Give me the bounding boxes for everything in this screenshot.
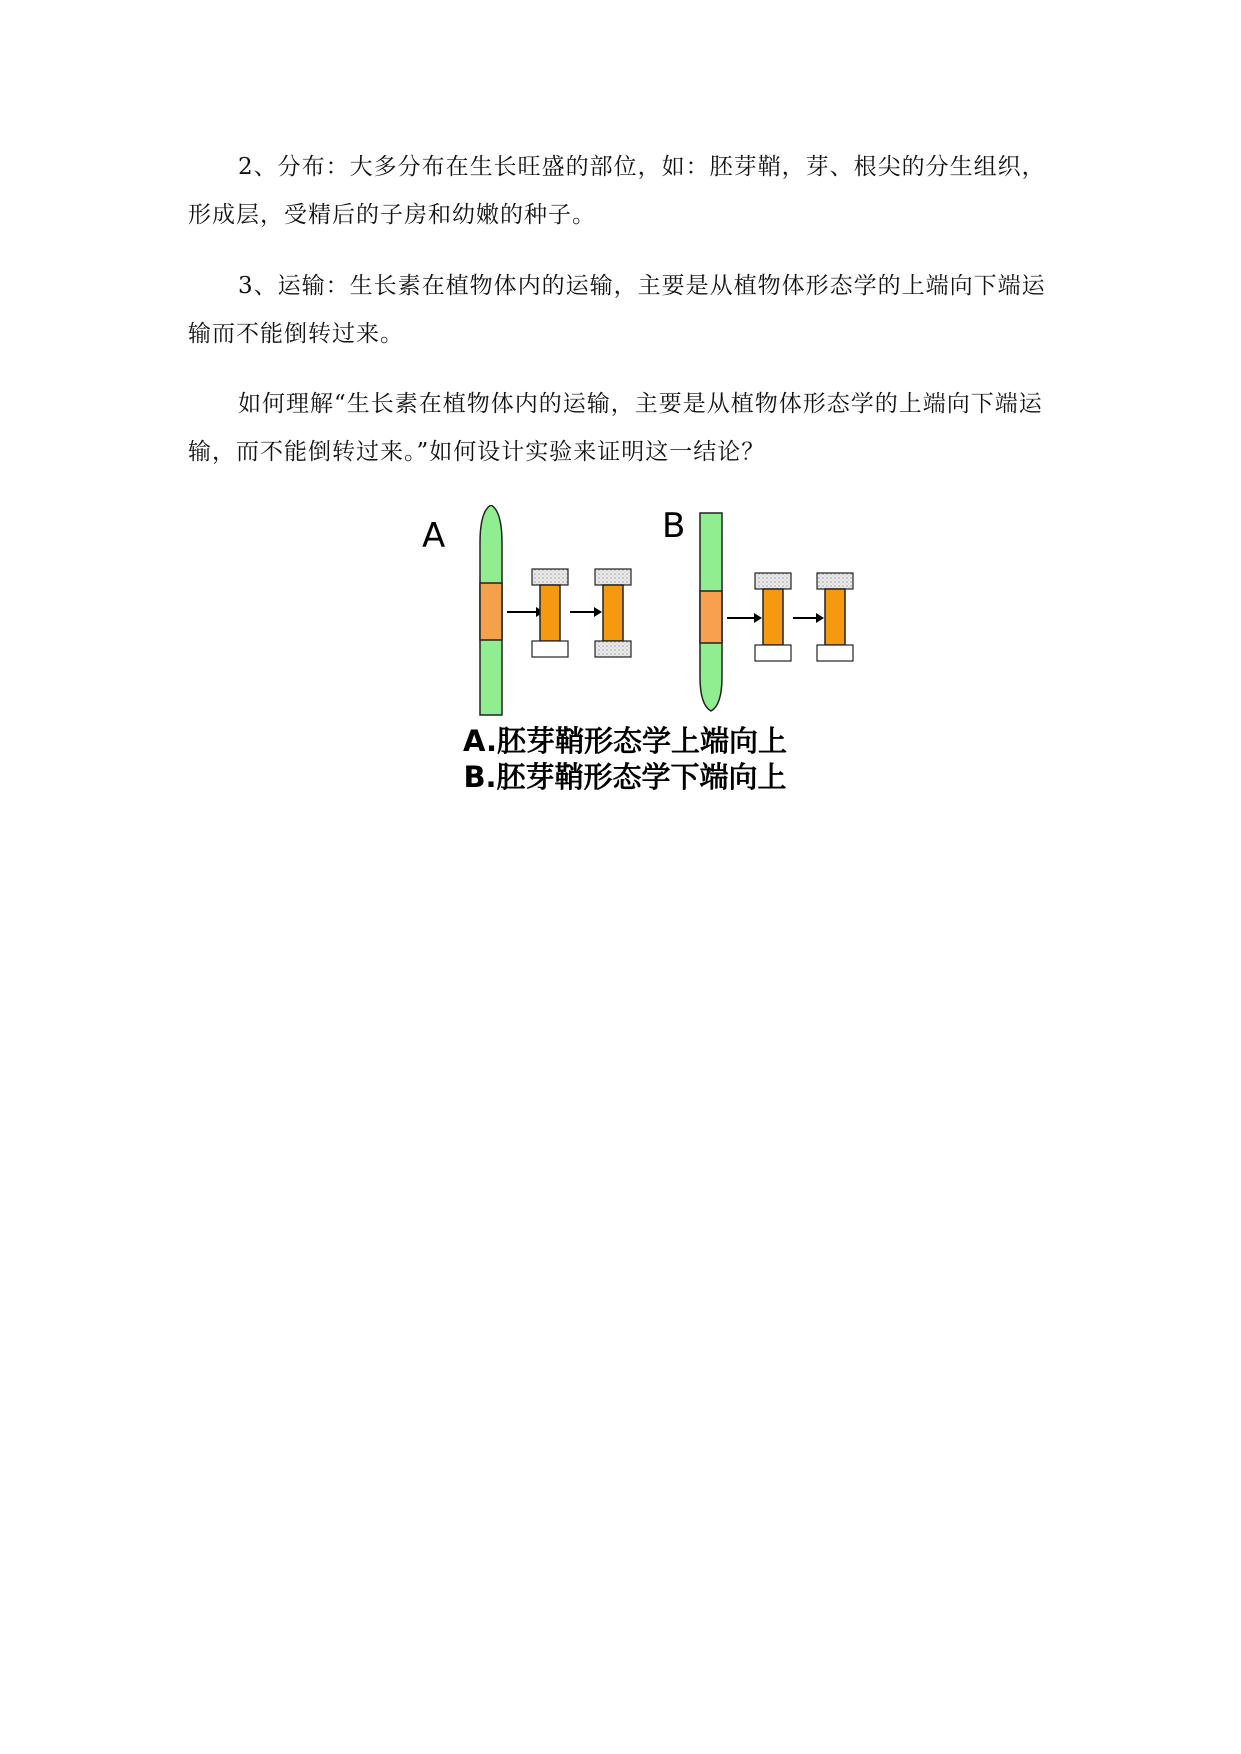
agar-donor-a1: [532, 569, 568, 585]
block-a2: [595, 569, 631, 657]
block-b2: [817, 573, 853, 661]
paragraph-transport: 3、运输：生长素在植物体内的运输，主要是从植物体形态学的上端向下端运输而不能倒转过来。: [188, 273, 1046, 347]
block-b1: [755, 573, 791, 661]
paragraph-question: 如何理解“生长素在植物体内的运输，主要是从植物体形态学的上端向下端运输，而不能倒转过来。”如何设计实验来证明这一结论？: [188, 391, 1043, 465]
coleoptile-b-segment: [700, 591, 722, 643]
agar-receiver-a2: [595, 641, 631, 657]
agar-donor-b2: [817, 573, 853, 589]
paragraph-distribution: 2、分布：大多分布在生长旺盛的部位，如：胚芽鞘，芽、根尖的分生组织，形成层，受精后的子房和幼嫩的种子。: [188, 154, 1046, 228]
caption-a: A.胚芽鞘形态学上端向上: [463, 724, 787, 758]
process-b: [727, 573, 853, 661]
coleoptile-a: [480, 505, 502, 715]
coleoptile-b: [700, 513, 722, 711]
label-a: A: [422, 516, 446, 556]
experiment-figure: [410, 505, 880, 815]
agar-donor-b1: [755, 573, 791, 589]
label-b: B: [662, 506, 686, 546]
process-a: [507, 569, 631, 657]
agar-donor-a2: [595, 569, 631, 585]
caption-b: B.胚芽鞘形态学下端向上: [463, 760, 787, 794]
agar-receiver-b2: [817, 645, 853, 661]
coleoptile-a-segment: [480, 583, 502, 640]
agar-receiver-b1: [755, 645, 791, 661]
agar-receiver-a1: [532, 641, 568, 657]
